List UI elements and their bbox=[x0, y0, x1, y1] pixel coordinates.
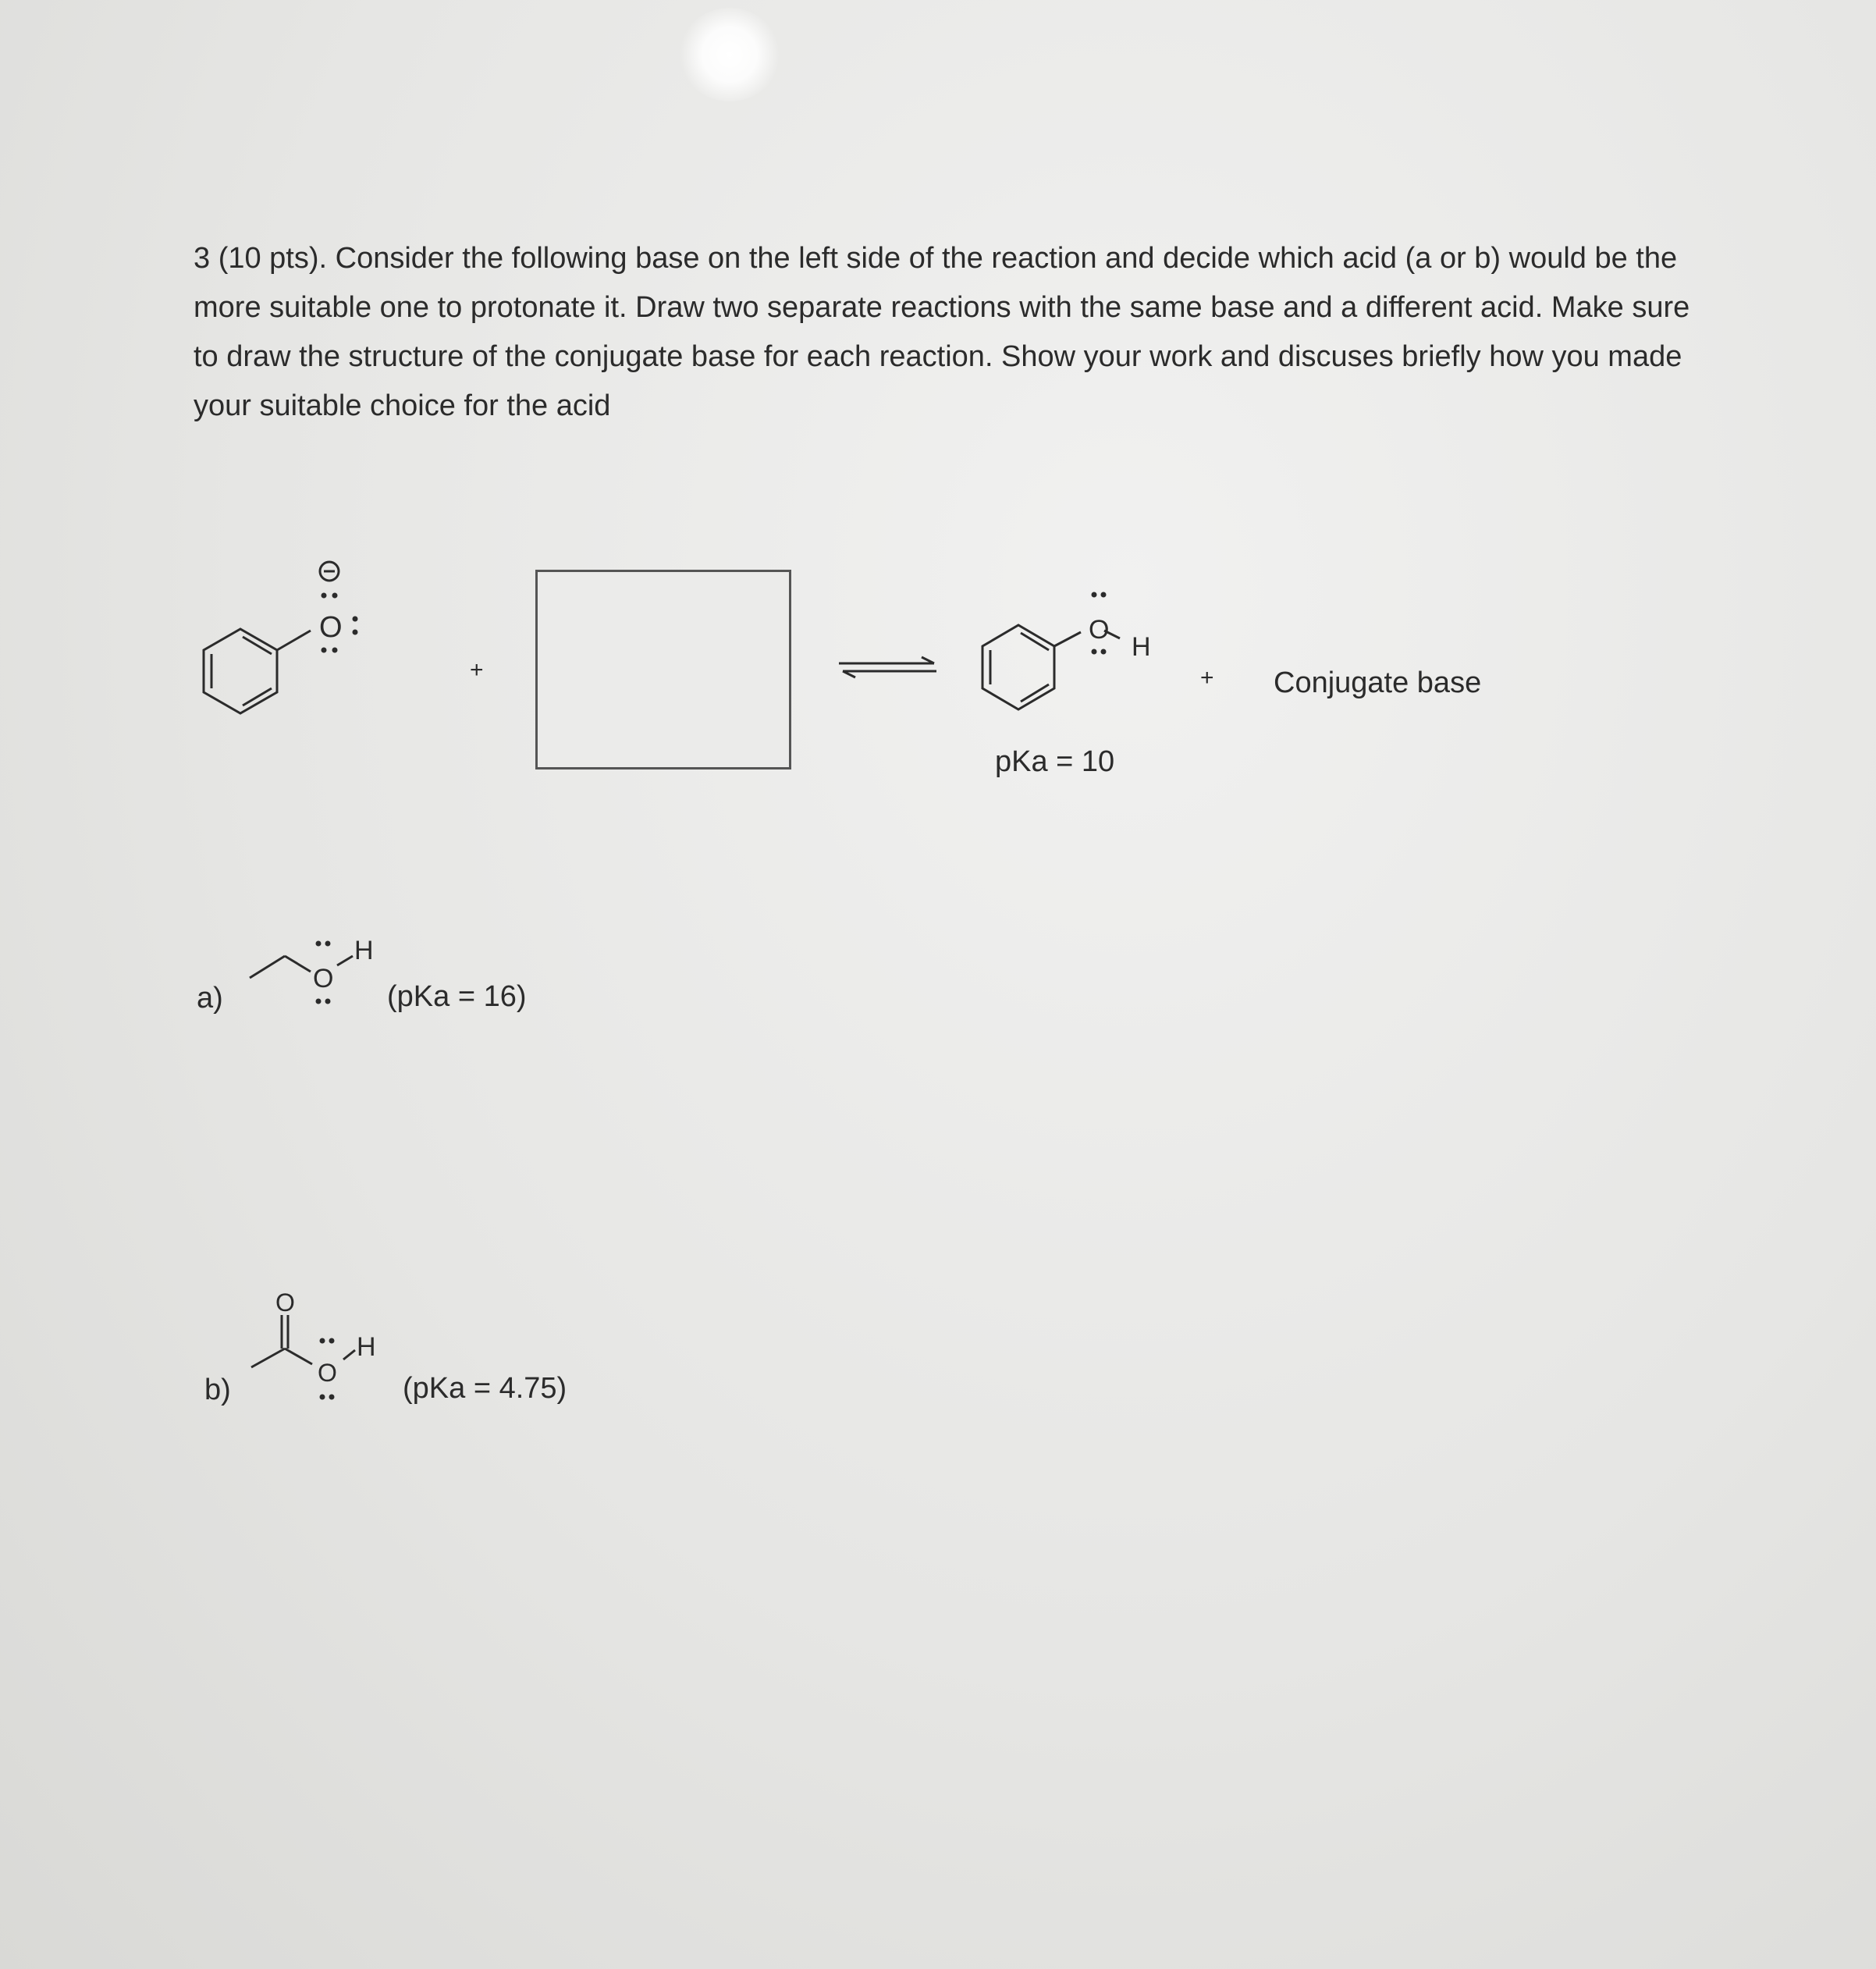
plus-sign-2: + bbox=[1200, 665, 1214, 691]
option-a-letter: a) bbox=[197, 982, 223, 1015]
o-h-bond bbox=[343, 1350, 355, 1359]
benzene-ring bbox=[204, 629, 277, 713]
equilibrium-arrow-icon bbox=[839, 656, 940, 679]
base-oxygen-label: O bbox=[319, 611, 343, 644]
acetic-acid-structure-body bbox=[250, 890, 406, 1420]
conjugate-base-label: Conjugate base bbox=[1274, 666, 1482, 699]
plus-sign-1: + bbox=[470, 657, 484, 683]
ethanol-hydrogen-label: H bbox=[354, 936, 374, 965]
option-b-pka: (pKa = 4.75) bbox=[403, 1372, 567, 1405]
phenol-structure bbox=[972, 578, 1167, 734]
acid-answer-box[interactable] bbox=[535, 570, 791, 769]
ethanol-oxygen-label: O bbox=[313, 964, 334, 993]
phenol-oxygen-label: O bbox=[1089, 615, 1110, 645]
benzene-ring bbox=[982, 625, 1054, 709]
c-o-bond bbox=[1054, 632, 1081, 646]
phenoxide-base-structure bbox=[195, 546, 382, 734]
option-b-letter: b) bbox=[204, 1374, 231, 1406]
question-text: 3 (10 pts). Consider the following base on the left side of the reaction and decide which acid (a or b) would be the more suitable one to protonate it. Draw two separate reactions with the same base and a different acid. Make sure to draw the structure of the conjugate base for each reaction. Show your work and discuses briefly how you made your suitable choice for the acid bbox=[194, 242, 1690, 422]
option-a-pka: (pKa = 16) bbox=[387, 980, 527, 1013]
c-o-bond bbox=[277, 631, 311, 650]
acetic-oxygen-label: O bbox=[318, 1359, 337, 1387]
acetic-hydrogen-label: H bbox=[357, 1332, 376, 1362]
phenol-hydrogen-label: H bbox=[1132, 632, 1151, 662]
acetic-carbonyl-oxygen-label: O bbox=[275, 1288, 295, 1317]
product-pka: pKa = 10 bbox=[995, 745, 1115, 778]
light-glare bbox=[679, 8, 780, 101]
